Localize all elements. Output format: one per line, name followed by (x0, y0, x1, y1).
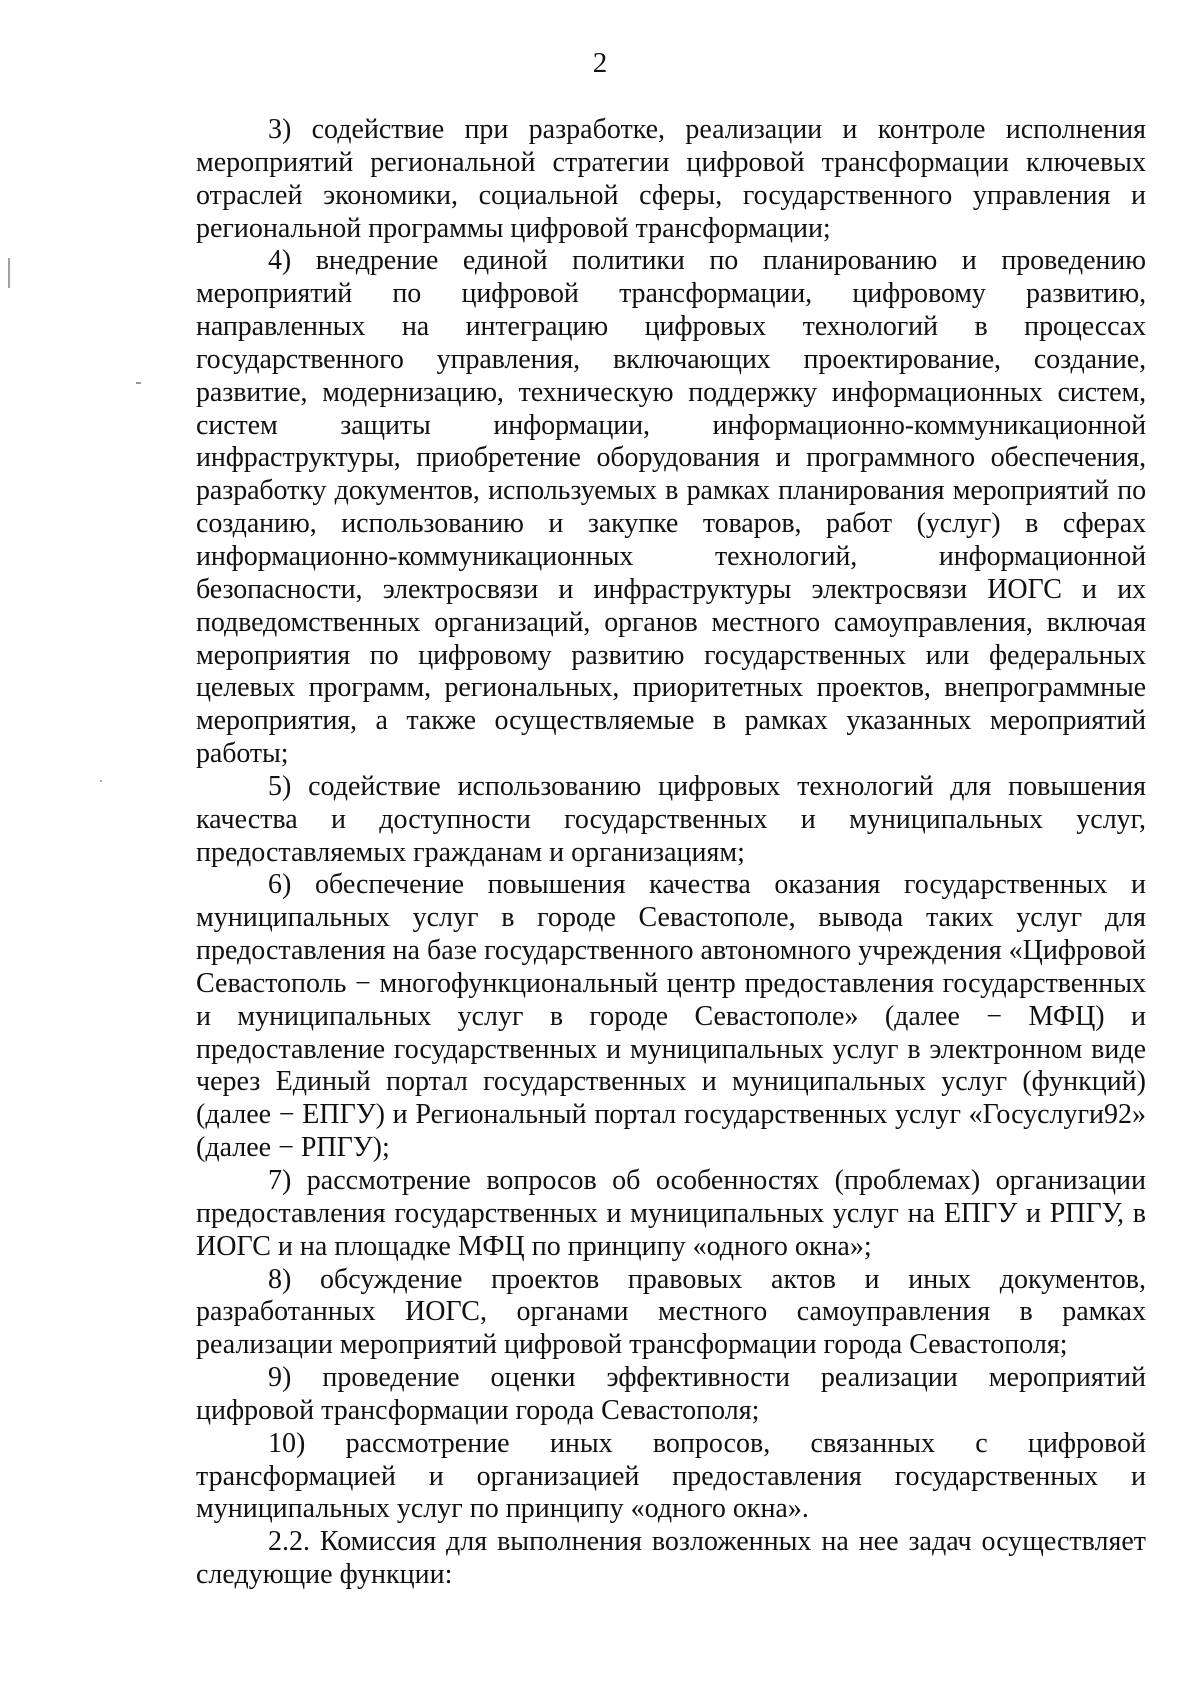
paragraph-item-5: 5) содействие использованию цифровых технологий для повышения качества и доступности государственных и муниципальных услуг, предоставляемых гражданам и организациям; (196, 770, 1146, 868)
paragraph-item-4: 4) внедрение единой политики по планированию и проведению мероприятий по цифровой трансформации, цифровому развитию, направленных на интеграцию цифровых технологий в процессах государственного управления, включающих проектирование, создание, развитие, модернизацию, техническую поддержку информационных систем, систем защиты информации, информационно-коммуникационной инфраструктуры, приобретение оборудования и программного обеспечения, разработку документов, используемых в рамках планирования мероприятий по созданию, использованию и закупке товаров, работ (услуг) в сферах информационно-коммуникационных технологий, информационной безопасности, электросвязи и инфраструктуры электросвязи ИОГС и их подведомственных организаций, органов местного самоуправления, включая мероприятия по цифровому развитию государственных или федеральных целевых программ, региональных, приоритетных проектов, внепрограммные мероприятия, а также осуществляемые в рамках указанных мероприятий работы; (196, 245, 1146, 770)
scan-artifact (136, 382, 141, 384)
paragraph-item-8: 8) обсуждение проектов правовых актов и иных документов, разработанных ИОГС, органами местного самоуправления в рамках реализации мероприятий цифровой трансформации города Севастополя; (196, 1263, 1146, 1361)
scan-artifact (8, 258, 10, 288)
document-body (196, 114, 1146, 1592)
paragraph-item-3: 3) содействие при разработке, реализации и контроле исполнения мероприятий региональной стратегии цифровой трансформации ключевых отраслей экономики, социальной сферы, государственного управления и региональной программы цифровой трансформации; (196, 114, 1146, 244)
paragraph-item-9: 9) проведение оценки эффективности реализации мероприятий цифровой трансформации города Севастополя; (196, 1362, 1146, 1426)
paragraph-item-10: 10) рассмотрение иных вопросов, связанных с цифровой трансформацией и организацией предоставления государственных и муниципальных услуг по принципу «одного окна». (196, 1427, 1146, 1525)
scan-artifact (100, 780, 102, 782)
paragraph-section-2-2: 2.2. Комиссия для выполнения возложенных на нее задач осуществляет следующие функции: (196, 1526, 1146, 1591)
paragraph-item-6: 6) обеспечение повышения качества оказания государственных и муниципальных услуг в городе Севастополе, вывода таких услуг для предоставления на базе государственного автономного учреждения «Цифровой Севастополь − многофункциональный центр предоставления государственных и муниципальных услуг в городе Севастополе» (далее − МФЦ) и предоставление государственных и муниципальных услуг в электронном виде через Единый портал государственных и муниципальных услуг (функций) (далее − ЕПГУ) и Региональный портал государственных услуг «Госуслуги92» (далее − РПГУ); (196, 869, 1146, 1164)
page-number: 2 (592, 47, 608, 79)
paragraph-item-7: 7) рассмотрение вопросов об особенностях (проблемах) организации предоставления государственных и муниципальных услуг на ЕПГУ и РПГУ, в ИОГС и на площадке МФЦ по принципу «одного окна»; (196, 1165, 1146, 1262)
